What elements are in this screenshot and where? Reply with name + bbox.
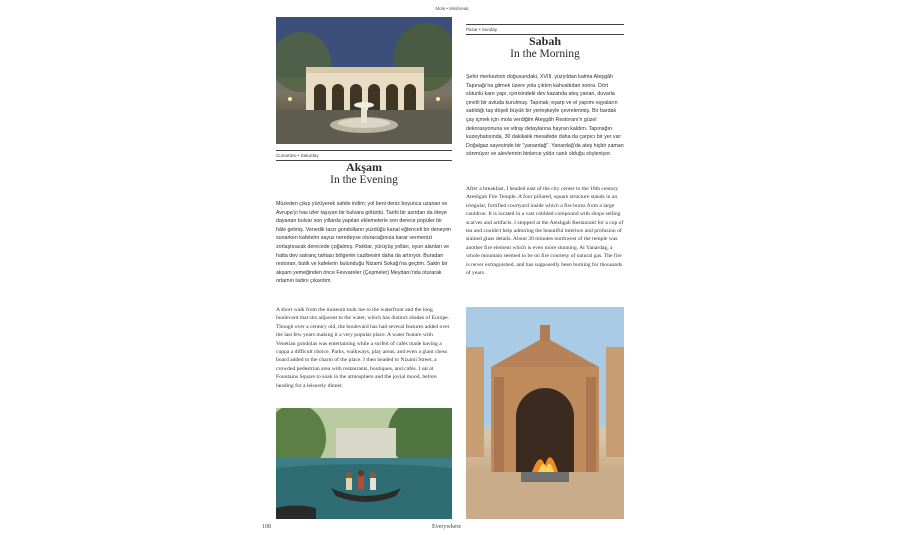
section-rule (276, 150, 452, 151)
magazine-page (262, 0, 640, 540)
morning-title-en: In the Morning (510, 48, 580, 60)
running-head: Mola • Minibreak (435, 6, 469, 11)
morning-section-head (466, 24, 624, 61)
evening-text-english: A short walk from the museum took me to the waterfront and the long boulevard that sits adjacent to the water, which has distinct shades of Europe. Though over a century old, the boulevard has had several features added over the last few years making it a very popular place. A water feature with Venetian gondolas was entertaining while a surfeit of cafés made having a cuppa a difficult choice. Parks, walkways, play areas, and even a giant chess board added to the charm of the place. I then headed to Nizami Street, a crowded pedestrian area with restaurants, boutiques, and cafés. I sat at Fountains Square to soak in the atmosphere and the jovial mood, before heading for a leisurely dinner. (276, 307, 450, 389)
morning-title-tr: Sabah (528, 34, 562, 48)
evening-day-label: Cumartesi • Saturday (276, 153, 319, 158)
fire-temple-photo (466, 307, 624, 519)
evening-text-turkish: Müzeden çıkıp yürüyerek sahile indim; yol beni deniz boyunca uzanan ve Avrupa'yı has izler taşıyan bir bulvara götürdü. Tarihi bir asırdan da öteye dayanan bulvar son yıllarda yapılan eklemelerle son derece popüler bir hâle gelmiş. Venedik tarzı gondolların yüzdüğü kanal eğlenceli bir deneyim sunarken kafelerin sayısı neredeyse oturacağınıza karar vermenizi zorlaştıracak derecede çoğalmış. Parklar, yürüyüş yolları, oyun alanları ve hatta dev satranç tahtası bölgenin cazibesini daha da artırıyor. Buradan restoran, butik ve kafelerin bulunduğu Nizami Sokağı'na geçtim. Sakin bir akşam yemeğinden önce Fevvareler (Çeşmeler) Meydanı'nda oturarak ortamın tadını çıkardım. (276, 201, 451, 285)
morning-text-turkish: Şehir merkezinin doğusundaki, XVIII. yüzyıldan kalma Ateşgâh Tapınağı'na gitmek üzere yola çıktım kahvaltıdan sonra. Dört sütunlu kare yapı, içerisindeki dev kazanda ateş yanan, duvarla çevrili bir avluda kurulmuş. Tapınak; eşarp ve el yapımı eşyaların satıldığı taş döşeli büyük bir yerleşkeyle çevrelenmiş. Bir bardak çay içmek için mola verdiğim Ateşgâh Restoranı'n güzel dekorasyonuna ve vitray detaylarına hayran kaldım. Tapınağın kuzeybatısında, 30 dakikalık mesafede daha da çarpıcı bir yer var: Doğalgaz sayesinde bir "yanardağ". Yanardağ'da ateş hiçbir zaman sönmüyor ve alevlerinin binlerce yıldır canlı olduğu söyleniyor. (466, 74, 624, 158)
evening-title-tr: Akşam (345, 160, 382, 174)
section-rule (466, 24, 624, 25)
evening-title-en: In the Evening (330, 174, 398, 186)
evening-section-head (276, 150, 452, 187)
magazine-name: Everywhere (432, 524, 461, 530)
morning-text-english: After a breakfast, I headed east of the city center to the 18th century Ateshgah Fire Temple. A four pillared, square structure stands in an irregular, fortified courtyard inside which a fire burns from a large cauldron. It is located in a vast cobbled compound with shops selling scarves and artifacts. I stopped at the Ateshgah Restaurant for a cup of tea and couldn't help admiring the beautiful interiors and profusion of stained glass details. About 30 minutes northwest of the temple was another fire element which is even more stunning. At Yanardag, a whole mountain seemed to be on fire courtesy of natural gas. The fire is never extinguished, and has supposedly been burning for thousands of years. (466, 186, 624, 277)
morning-day-label: Pazar • Sunday (466, 27, 498, 32)
night-courtyard-photo (276, 17, 452, 144)
page-number: 108 (262, 524, 271, 530)
gondola-canal-photo (276, 408, 452, 519)
